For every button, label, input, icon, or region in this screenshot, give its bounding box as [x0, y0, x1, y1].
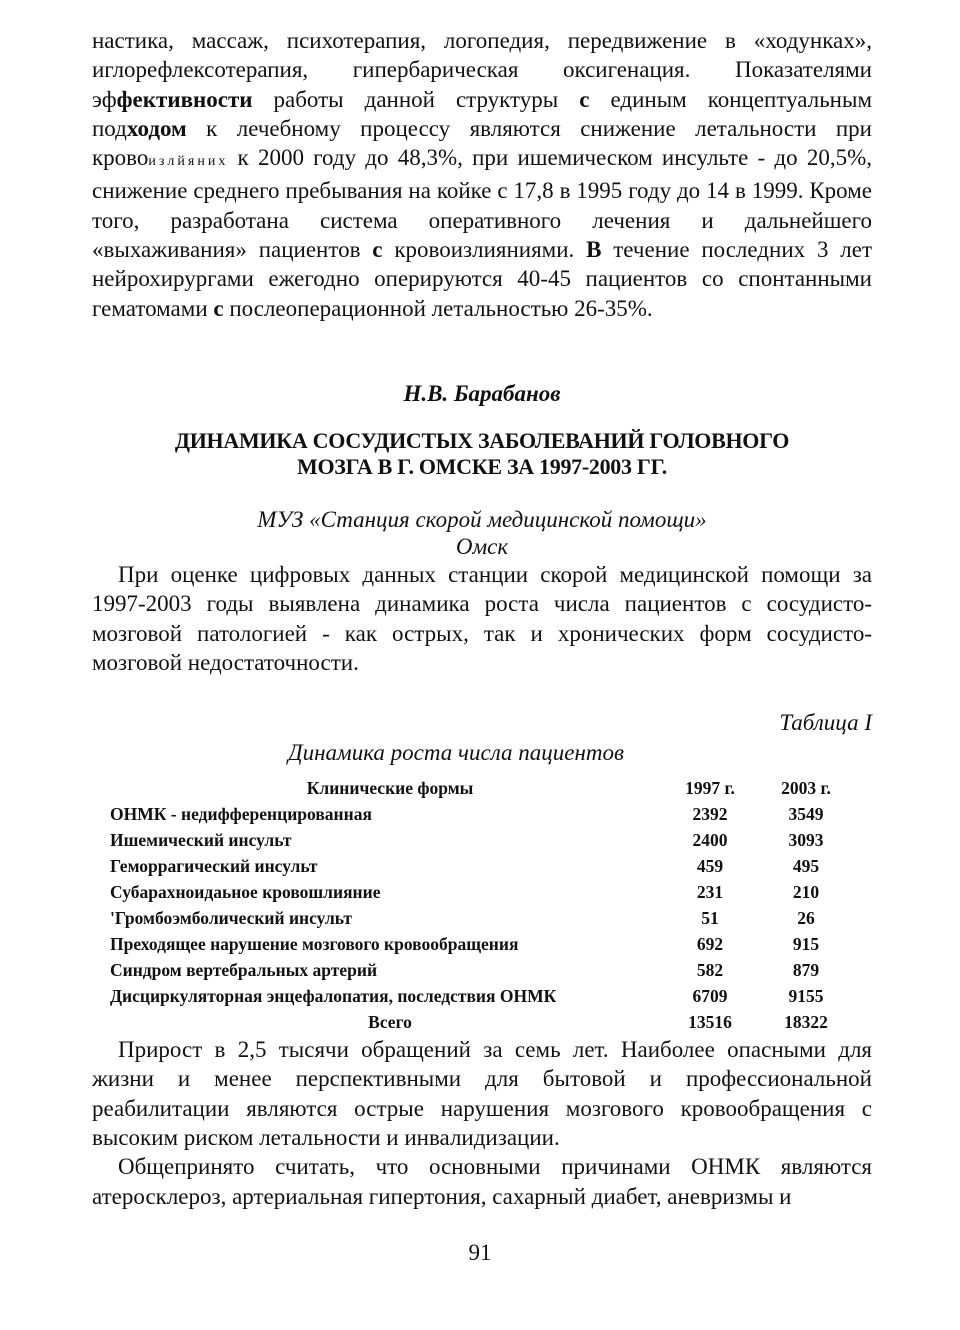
page-content [92, 26, 872, 1211]
text-run: единым концептуальным под [92, 86, 872, 141]
text-run: настика, массаж, психотерапия, логопедия, передвижение в «ходунках», иглорефлексотерапия, гипербарическая оксигенация. Показателями эф [92, 28, 872, 112]
header-1997: 1997 г. [685, 778, 735, 799]
article-author: Н.В. Барабанов [403, 380, 561, 406]
cell-form: Субарахноидаьное кровошлияние [110, 882, 381, 903]
affiliation-line-1: МУЗ «Станция скорой медицинской помощи» [257, 506, 707, 532]
table-row [110, 957, 862, 983]
cell-2003: 210 [792, 882, 820, 903]
text-run: послеоперационной летальностью 26-35%. [223, 295, 653, 321]
bold-run: с [213, 295, 224, 321]
bold-run: с [372, 237, 383, 263]
body-paragraph-1: При оценке цифровых данных станции скорой медицинской помощи за 1997-2003 годы выявлена динамика роста числа пациентов с сосудисто-мозговой патологией - как острых, так и хронических форм сосудисто-мозговой недостаточности. [92, 561, 872, 675]
text-run: работы данной структуры [252, 86, 580, 112]
cell-1997: 692 [696, 934, 724, 955]
header-2003: 2003 г. [781, 778, 831, 799]
cell-1997: 459 [696, 856, 724, 877]
table-total-row [110, 1009, 862, 1035]
cell-total-1997: 13516 [688, 1012, 732, 1033]
table-row [110, 983, 862, 1009]
table-row [110, 827, 862, 853]
article-title [92, 428, 872, 480]
bold-run: с [579, 86, 590, 112]
bold-run: ходом [126, 115, 187, 141]
cell-form: Синдром вертебральных артерий [110, 960, 378, 981]
cell-2003: 3549 [788, 804, 824, 825]
cell-1997: 231 [696, 882, 724, 903]
table-row [110, 853, 862, 879]
table-row [110, 879, 862, 905]
bold-run: фективности [116, 86, 253, 112]
text-run: течение последних 3 лет нейрохирургами ежегодно оперируются 40-45 пациентов со спонтанными гематомами [92, 237, 872, 321]
article-affiliation [92, 506, 872, 560]
cell-form: Преходящее нарушение мозгового кровообращения [110, 934, 519, 955]
cell-2003: 26 [797, 908, 815, 929]
affiliation-line-2: Омск [455, 533, 509, 559]
cell-form: Геморрагический инсульт [110, 856, 318, 877]
cell-form: 'Громбоэмболический инсульт [110, 908, 352, 929]
cell-1997: 582 [696, 960, 724, 981]
cell-form: ОНМК - недифференцированная [110, 804, 372, 825]
text-run: к лечебному процессу являются снижение летальности при крово [92, 115, 872, 171]
cell-2003: 9155 [788, 986, 824, 1007]
spaced-run: излйяних [148, 154, 229, 170]
cell-1997: 6709 [692, 986, 728, 1007]
cell-form: Дисциркуляторная энцефалопатия, последствия ОНМК [110, 986, 557, 1007]
table-row [110, 931, 862, 957]
table-row [110, 905, 862, 931]
body-paragraph-3: Общепринято считать, что основными причинами ОНМК являются атеросклероз, артериальная гипертония, сахарный диабет, аневризмы и [92, 1154, 872, 1209]
cell-1997: 2392 [692, 804, 728, 825]
table-title: Динамика роста числа пациентов [288, 740, 624, 766]
cell-2003: 879 [792, 960, 820, 981]
patients-table [110, 775, 862, 1035]
table-caption: Таблица I [779, 710, 872, 736]
table-row [110, 801, 862, 827]
cell-1997: 2400 [692, 830, 728, 851]
bold-run: В [586, 237, 602, 263]
cell-total-label: Всего [368, 1012, 412, 1033]
title-line-2: МОЗГА В Г. ОМСКЕ ЗА 1997-2003 ГГ. [297, 453, 667, 479]
cell-2003: 495 [792, 856, 820, 877]
page-number: 91 [468, 1240, 492, 1265]
table-header-row [110, 775, 862, 801]
cell-2003: 915 [792, 934, 820, 955]
body-paragraph-2: Прирост в 2,5 тысячи обращений за семь лет. Наиболее опасными для жизни и менее перспективными для бытовой и профессиональной реабилитации являются острые нарушения мозгового кровообращения с высоким риском летальности и инвалидизации. [92, 1037, 872, 1151]
header-forms: Клинические формы [306, 778, 474, 799]
cell-2003: 3093 [788, 830, 824, 851]
title-line-1: ДИНАМИКА СОСУДИСТЫХ ЗАБОЛЕВАНИЙ ГОЛОВНОГО [174, 427, 790, 453]
text-run: к 2000 году до 48,3%, при ишемическом инсульте - до 20,5%, снижение среднего пребывания на койке с 17,8 в 1995 году до 14 в 1999. Кроме того, разработана система оперативного лечения и дальнейшего «выхаживания» пациентов [92, 145, 872, 263]
cell-total-2003: 18322 [784, 1012, 828, 1033]
cell-1997: 51 [701, 908, 719, 929]
text-run: кровоизлияниями. [382, 237, 587, 263]
cell-form: Ишемический инсульт [110, 830, 292, 851]
intro-paragraph [92, 26, 872, 323]
